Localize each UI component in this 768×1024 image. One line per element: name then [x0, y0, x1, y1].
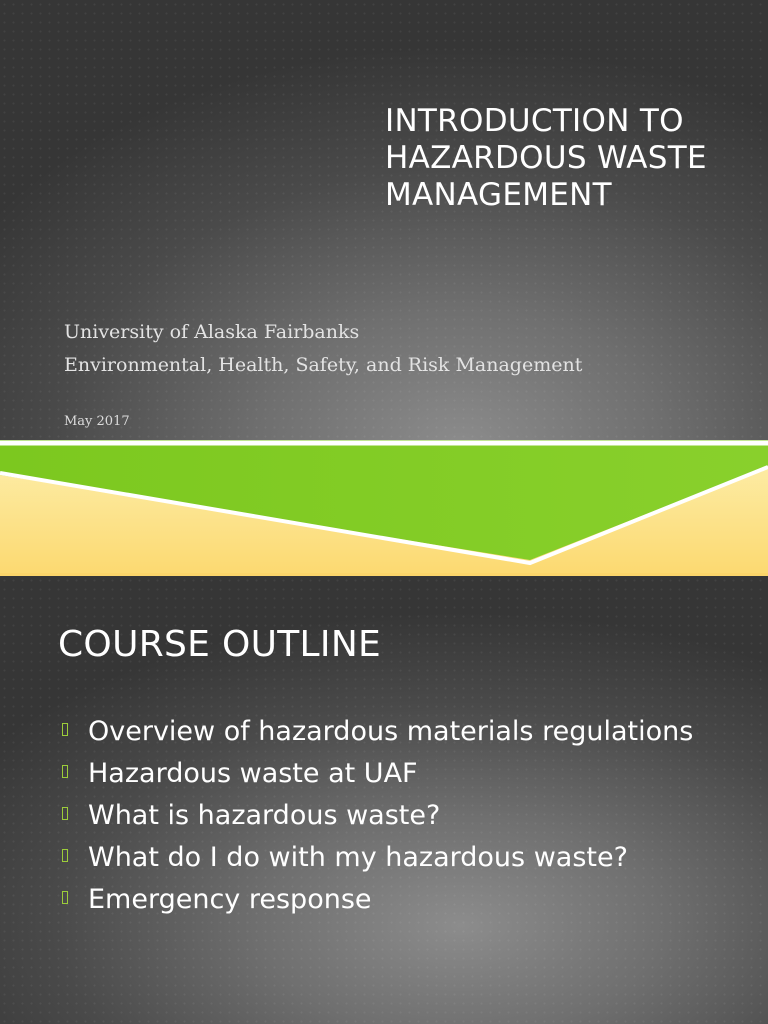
outline-slide: [0, 576, 768, 1024]
list-item: [62, 882, 722, 918]
list-item: [62, 714, 722, 750]
bullet-box-icon: [62, 891, 68, 904]
slide-date: May 2017: [64, 414, 130, 429]
bullet-box-icon: [62, 807, 68, 820]
subtitle-university: University of Alaska Fairbanks: [64, 321, 360, 343]
bullet-text: Hazardous waste at UAF: [88, 758, 418, 789]
bullet-box-icon: [62, 723, 68, 736]
bullet-box-icon: [62, 765, 68, 778]
outline-list: [62, 714, 722, 924]
outline-title: COURSE OUTLINE: [58, 624, 382, 665]
bullet-box-icon: [62, 849, 68, 862]
bullet-text: Overview of hazardous materials regulations: [88, 716, 694, 747]
list-item: [62, 798, 722, 834]
list-item: [62, 756, 722, 792]
list-item: [62, 840, 722, 876]
bullet-text: What do I do with my hazardous waste?: [88, 842, 628, 873]
decorative-banner: [0, 440, 768, 576]
bullet-text: What is hazardous waste?: [88, 800, 441, 831]
subtitle-department: Environmental, Health, Safety, and Risk Management: [64, 354, 583, 376]
slide-title: INTRODUCTION TO HAZARDOUS WASTE MANAGEMENT: [385, 103, 707, 213]
bullet-text: Emergency response: [88, 884, 372, 915]
